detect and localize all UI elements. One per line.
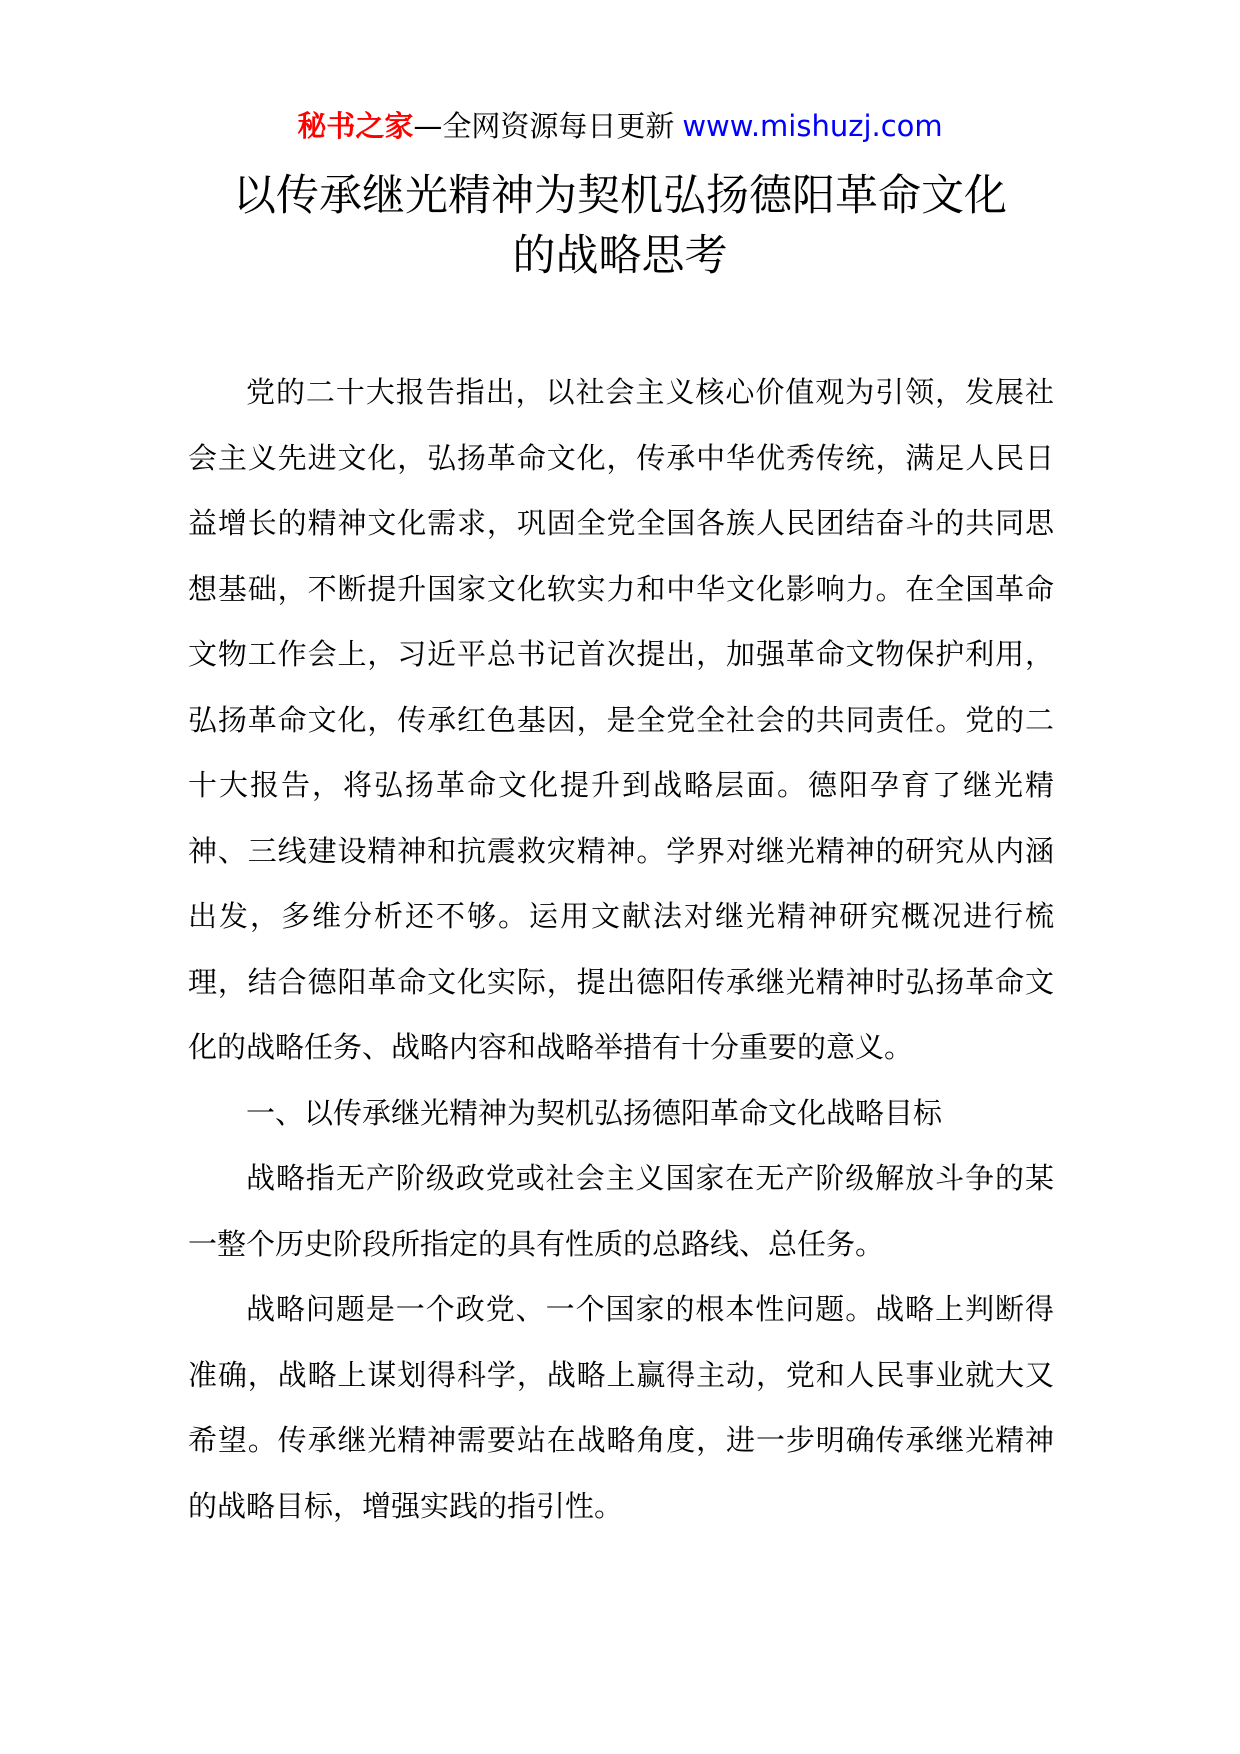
site-header — [0, 106, 1240, 146]
site-url-link[interactable]: www.mishuzj.com — [682, 109, 943, 143]
paragraph-strategy-definition: 战略指无产阶级政党或社会主义国家在无产阶级解放斗争的某一整个历史阶段所指定的具有性质的总路线、总任务。 — [188, 1161, 1054, 1261]
paragraph-strategy-importance: 战略问题是一个政党、一个国家的根本性问题。战略上判断得准确，战略上谋划得科学，战略上赢得主动，党和人民事业就大又希望。传承继光精神需要站在战略角度，进一步明确传承继光精神的战略目标，增强实践的指引性。 — [188, 1292, 1054, 1523]
document-body — [188, 360, 1054, 1539]
document-title — [150, 166, 1090, 286]
site-brand: 秘书之家 — [297, 109, 414, 143]
site-tagline: —全网资源每日更新 — [413, 109, 675, 143]
title-line-1: 以传承继光精神为契机弘扬德阳革命文化 — [233, 171, 1007, 221]
section-heading-1: 一、以传承继光精神为契机弘扬德阳革命文化战略目标 — [246, 1095, 943, 1130]
paragraph-intro: 党的二十大报告指出，以社会主义核心价值观为引领，发展社会主义先进文化，弘扬革命文化，传承中华优秀传统，满足人民日益增长的精神文化需求，巩固全党全国各族人民团结奋斗的共同思想基础，不断提升国家文化软实力和中华文化影响力。在全国革命文物工作会上，习近平总书记首次提出，加强革命文物保护利用，弘扬革命文化，传承红色基因，是全党全社会的共同责任。党的二十大报告，将弘扬革命文化提升到战略层面。德阳孕育了继光精神、三线建设精神和抗震救灾精神。学界对继光精神的研究从内涵出发，多维分析还不够。运用文献法对继光精神研究概况进行梳理，结合德阳革命文化实际，提出德阳传承继光精神时弘扬革命文化的战略任务、战略内容和战略举措有十分重要的意义。 — [188, 375, 1054, 1064]
title-line-2: 的战略思考 — [512, 231, 728, 281]
